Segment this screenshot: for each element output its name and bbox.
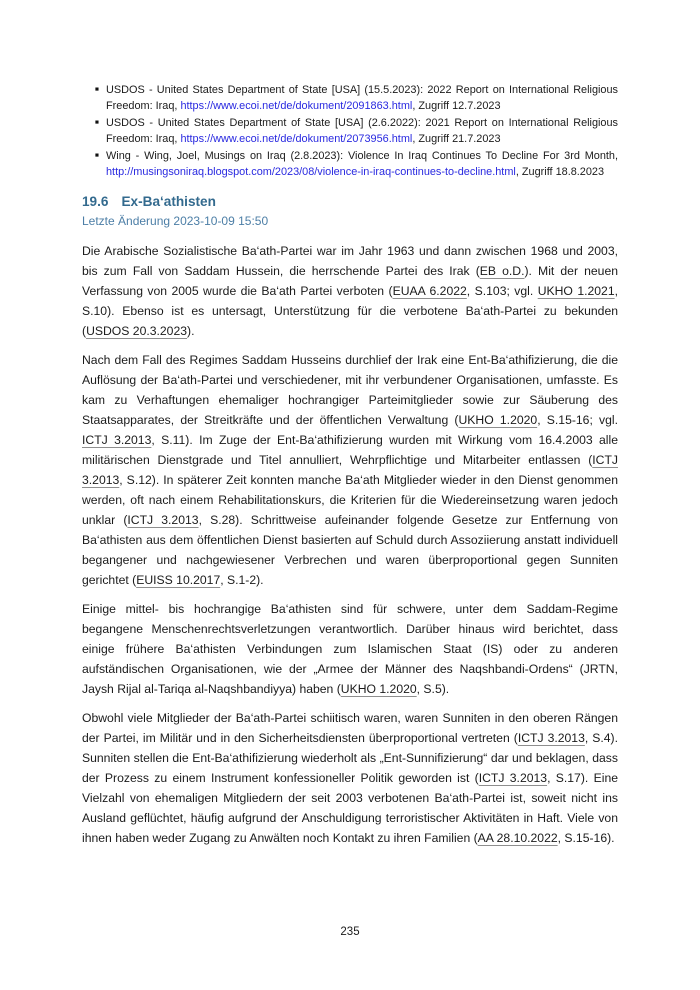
bullet-icon: ■: [95, 151, 99, 159]
source-reference: ICTJ 3.2013: [517, 731, 585, 746]
source-reference: EB o.D.: [479, 264, 525, 279]
source-reference: ICTJ 3.2013: [82, 433, 152, 448]
bibliography-entry: [82, 82, 618, 115]
url-link[interactable]: https://www.ecoi.net/de/dokument/2091863.html: [180, 100, 413, 113]
bibliography-list: [82, 82, 618, 180]
paragraph: Nach dem Fall des Regimes Saddam Husseins durchlief der Irak eine Ent-Ba‘athifizierung, die die Auflösung der Ba‘ath-Partei und verschiedener, mit ihr verbundener Organisationen, umfasste. Es kam zu Verhaftungen ehemaliger hochrangiger Parteimitglieder sowie zur Säuberung des Staatsapparates, der Streitkräfte und der öffentlichen Verwaltung (UKHO 1.2020, S.15-16; vgl. ICTJ 3.2013, S.11). Im Zuge der Ent-Ba‘athifizierung wurden mit Wirkung vom 16.4.2003 alle militärischen Dienstgrade und Titel annulliert, Wehrpflichtige und Mitarbeiter entlassen (ICTJ 3.2013, S.12). In späterer Zeit konnten manche Ba‘ath Mitglieder wieder in den Dienst genommen werden, oft nach einem Rehabilitationskurs, die Kriterien für die Wiedereinsetzung waren jedoch unklar (ICTJ 3.2013, S.28). Schrittweise aufeinander folgende Gesetze zur Entfernung von Ba‘athisten aus dem öffentlichen Dienst basierten auf Schuld durch Assoziierung anstatt individuell begangener und nachgewiesener Verbrechen und waren überproportional gegen Sunniten gerichtet (EUISS 10.2017, S.1-2).: [82, 353, 619, 588]
url-link[interactable]: https://www.ecoi.net/de/dokument/2073956.html: [180, 133, 413, 146]
section-title: Ex-Ba‘athisten: [121, 194, 216, 210]
section-body: [82, 241, 618, 848]
source-reference: AA 28.10.2022: [477, 831, 558, 846]
source-reference: EUAA 6.2022: [392, 284, 467, 299]
bibliography-entry-text: Wing - Wing, Joel, Musings on Iraq (2.8.2023): Violence In Iraq Continues To Decline For 3rd Month, http://musingsoniraq.blogspot.com/2023/08/violence-in-iraq-continues-to-decline.html, Zugriff 18.8.2023: [106, 149, 618, 179]
source-reference: ICTJ 3.2013: [82, 453, 618, 488]
url-link[interactable]: http://musingsoniraq.blogspot.com/2023/08/violence-in-iraq-continues-to-decline.html: [106, 166, 516, 179]
source-reference: UKHO 1.2020: [340, 682, 417, 697]
source-reference: EUISS 10.2017: [136, 573, 221, 588]
source-reference: UKHO 1.2020: [458, 413, 538, 428]
source-reference: UKHO 1.2021: [537, 284, 615, 299]
bibliography-entry: [82, 148, 618, 181]
bibliography-entry-text: USDOS - United States Department of State [USA] (2.6.2022): 2021 Report on International Religious Freedom: Iraq, https://www.ecoi.net/de/dokument/2073956.html, Zugriff 21.7.2023: [106, 116, 618, 146]
last-change-note: Letzte Änderung 2023-10-09 15:50: [82, 214, 269, 229]
source-reference: ICTJ 3.2013: [478, 771, 548, 786]
source-reference: ICTJ 3.2013: [127, 513, 199, 528]
section-heading: [82, 194, 618, 210]
bibliography-entry: [82, 115, 618, 148]
source-reference: USDOS 20.3.2023: [86, 324, 188, 339]
bibliography-entry-text: USDOS - United States Department of State [USA] (15.5.2023): 2022 Report on International Religious Freedom: Iraq, https://www.ecoi.net/de/dokument/2091863.html, Zugriff 12.7.2023: [106, 84, 618, 113]
section-number: 19.6: [82, 194, 109, 210]
page-number: 235: [340, 926, 360, 938]
paragraph: Die Arabische Sozialistische Ba‘ath-Partei war im Jahr 1963 und dann zwischen 1968 und 2003, bis zum Fall von Saddam Hussein, die herrschende Partei des Irak (EB o.D.). Mit der neuen Verfassung von 2005 wurde die Ba‘ath Partei verboten (EUAA 6.2022, S.103; vgl. UKHO 1.2021, S.10). Ebenso ist es untersagt, Unterstützung für die verbotene Ba‘ath-Partei zu bekunden (USDOS 20.3.2023).: [82, 244, 619, 339]
paragraph: Obwohl viele Mitglieder der Ba‘ath-Partei schiitisch waren, waren Sunniten in den oberen Rängen der Partei, im Militär und in den Sicherheitsdiensten überproportional vertreten (ICTJ 3.2013, S.4). Sunniten stellen die Ent-Ba‘athifizierung wiederholt als „Ent-Sunnifizierung“ dar und beklagen, dass der Prozess zu einem Instrument konfessioneller Politik geworden ist (ICTJ 3.2013, S.17). Eine Vielzahl von ehemaligen Mitgliedern der seit 2003 verbotenen Ba‘ath-Partei ist, soweit nicht ins Ausland geflüchtet, häufig aufgrund der Anschuldigung terroristischer Aktivitäten in Haft. Viele von ihnen haben weder Zugang zu Anwälten noch Kontakt zu ihren Familien (AA 28.10.2022, S.15-16).: [82, 711, 619, 846]
bullet-icon: ■: [95, 86, 99, 93]
paragraph: Einige mittel- bis hochrangige Ba‘athisten sind für schwere, unter dem Saddam-Regime begangene Menschenrechtsverletzungen verantwortlich. Darüber hinaus wird berichtet, dass einige frühere Ba‘athisten Verbindungen zum Islamischen Staat (IS) oder zu anderen aufständischen Organisationen, wie der „Armee der Männer des Naqshbandi-Ordens“ (JRTN, Jaysh Rijal al-Tariqa al-Naqshbandiyya) haben (UKHO 1.2020, S.5).: [82, 602, 618, 697]
bullet-icon: ■: [95, 118, 99, 126]
